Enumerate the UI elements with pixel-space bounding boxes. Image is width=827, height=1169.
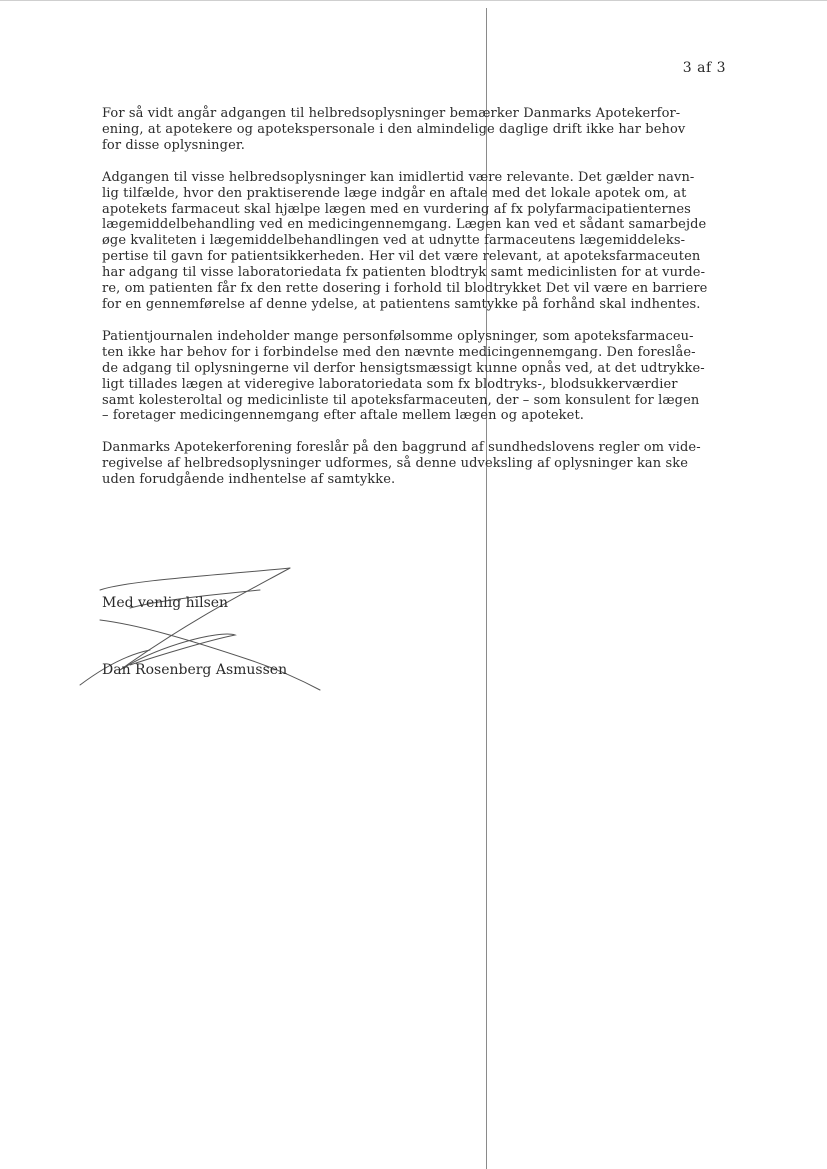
text-line: har adgang til visse laboratoriedata fx patienten blodtryk samt medicinlisten for at vurde-: [102, 265, 706, 281]
paragraph-patient-journal: [102, 329, 722, 424]
text-line: pertise til gavn for patientsikkerheden. Her vil det være relevant, at apoteksfarmaceuten: [102, 249, 701, 265]
paragraph-access-health-info: [102, 106, 722, 154]
closing-greeting: Med venlig hilsen: [102, 595, 229, 611]
text-line: Danmarks Apotekerforening foreslår på den baggrund af sundhedslovens regler om vide-: [102, 440, 701, 456]
text-line: lig tilfælde, hvor den praktiserende læge indgår en aftale med det lokale apotek om, at: [102, 185, 687, 201]
text-line: regivelse af helbredsoplysninger udformes, så denne udveksling af oplysninger kan ske: [102, 456, 689, 472]
handwritten-signature: [70, 560, 330, 700]
scan-top-edge: [0, 0, 827, 1]
signatory-name: Dan Rosenberg Asmussen: [102, 662, 288, 678]
text-line: – foretager medicingennemgang efter aftale mellem lægen og apoteket.: [102, 408, 585, 424]
text-line: samt kolesteroltal og medicinliste til apoteksfarmaceuten, der – som konsulent for lægen: [102, 392, 700, 408]
text-line: for en gennemførelse af denne ydelse, at patientens samtykke på forhånd skal indhentes.: [102, 296, 701, 312]
text-line: Adgangen til visse helbredsoplysninger kan imidlertid være relevante. Det gælder navn-: [102, 169, 695, 185]
letter-body: [102, 106, 722, 504]
text-line: øge kvaliteten i lægemiddelbehandlingen ved at udnytte farmaceutens lægemiddeleks-: [102, 233, 686, 249]
text-line: uden forudgående indhentelse af samtykke.: [102, 472, 396, 488]
text-line: Patientjournalen indeholder mange personfølsomme oplysninger, som apoteksfarmaceu-: [102, 328, 694, 344]
page-number: 3 af 3: [682, 60, 726, 76]
paragraph-proposal: [102, 440, 722, 488]
text-line: re, om patienten får fx den rette dosering i forhold til blodtrykket Det vil være en barriere: [102, 281, 708, 297]
text-line: ligt tillades lægen at videregive laboratoriedata som fx blodtryks-, blodsukkerværdier: [102, 376, 678, 392]
text-line: lægemiddelbehandling ved en medicingennemgang. Lægen kan ved et sådant samarbejde: [102, 217, 707, 233]
text-line: ening, at apotekere og apotekspersonale i den almindelige daglige drift ikke har behov: [102, 121, 686, 137]
text-line: apotekets farmaceut skal hjælpe lægen med en vurdering af fx polyfarmacipatienternes: [102, 201, 691, 217]
text-line: ten ikke har behov for i forbindelse med den nævnte medicingennemgang. Den foreslåe-: [102, 344, 696, 360]
text-line: For så vidt angår adgangen til helbredsoplysninger bemærker Danmarks Apotekerfor-: [102, 106, 681, 121]
text-line: de adgang til oplysningerne vil derfor hensigtsmæssigt kunne opnås ved, at det udtrykke-: [102, 360, 705, 376]
text-line: for disse oplysninger.: [102, 137, 245, 153]
paragraph-relevance: [102, 170, 722, 313]
